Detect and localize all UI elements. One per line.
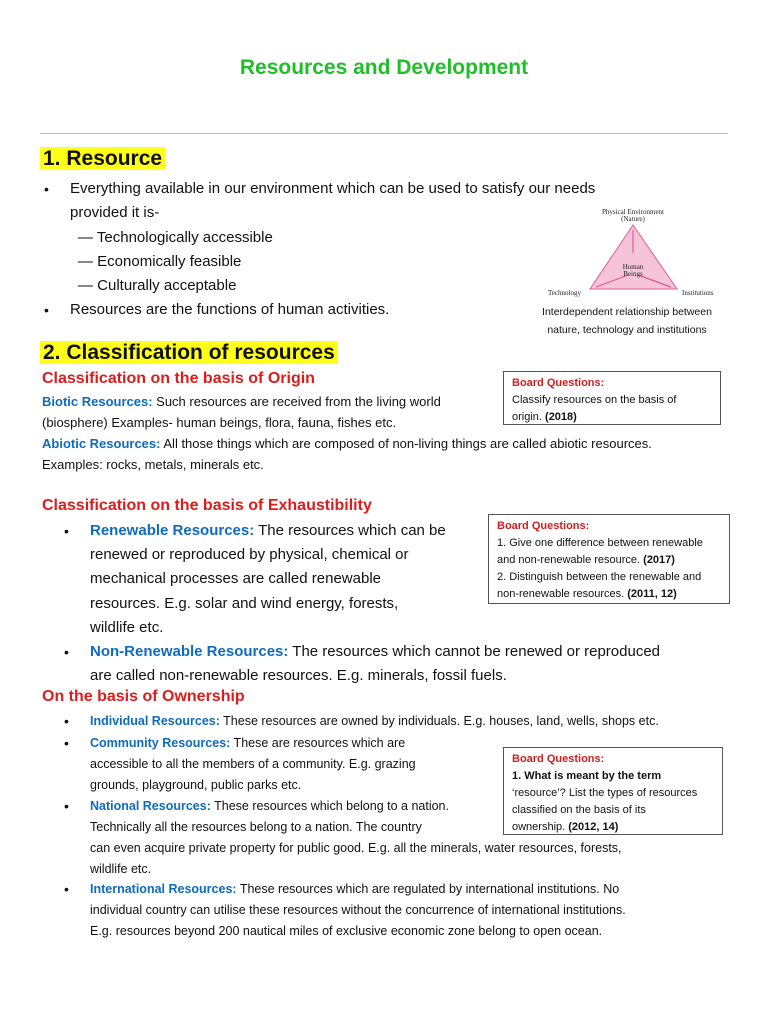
condition-technological: — Technologically accessible: [78, 229, 273, 246]
resource-definition-line2: provided it is-: [70, 204, 160, 221]
renewable-label: Renewable Resources:: [90, 522, 255, 539]
international-line2: individual country can utilise these resources without the concurrence of international institutions.: [90, 903, 626, 917]
diagram-right-label: Institutions: [682, 289, 714, 297]
bullet-renewable: •: [64, 523, 69, 539]
international-line1: International Resources: These resources which are regulated by international institutions. No: [90, 882, 620, 896]
bullet-functions: •: [44, 302, 49, 318]
nonrenewable-line1: Non-Renewable Resources: The resources which cannot be renewed or reproduced: [90, 643, 660, 660]
national-line4: wildlife etc.: [90, 862, 152, 876]
community-line3: grounds, playground, public parks etc.: [90, 778, 302, 792]
biotic-label: Biotic Resources:: [42, 394, 153, 409]
international-label: International Resources:: [90, 882, 237, 896]
renewable-line4: resources. E.g. solar and wind energy, forests,: [90, 595, 399, 612]
bullet-nonrenewable: •: [64, 644, 69, 660]
diagram-center-label-2: Beings: [623, 270, 643, 278]
resource-definition-line1: Everything available in our environment which can be used to satisfy our needs: [70, 180, 596, 197]
board-questions-label: Board Questions:: [512, 377, 605, 389]
condition-economic: — Economically feasible: [78, 253, 242, 270]
bullet-national: •: [64, 798, 69, 814]
nonrenewable-label: Non-Renewable Resources:: [90, 643, 289, 660]
section-resource-heading: 1. Resource: [40, 145, 165, 173]
international-line3: E.g. resources beyond 200 nautical miles of exclusive economic zone belong to open ocean.: [90, 924, 603, 938]
title-divider: [40, 133, 728, 134]
diagram-caption-line1: Interdependent relationship between: [542, 306, 712, 318]
diagram-caption-line2: nature, technology and institutions: [547, 324, 707, 336]
board-questions-ownership-box: Board Questions: 1. What is meant by the term ‘resource’? List the types of resources classified on the basis of its ownership. (2012, 14): [503, 747, 723, 835]
diagram-top-label-2: (Nature): [621, 215, 645, 223]
individual-line: Individual Resources: These resources are owned by individuals. E.g. houses, land, wells, shops etc.: [90, 714, 659, 728]
individual-label: Individual Resources:: [90, 714, 220, 728]
national-line2: Technically all the resources belong to a nation. The country: [90, 820, 422, 834]
board-questions-origin-box: Board Questions: Classify resources on the basis of origin. (2018): [503, 371, 721, 425]
abiotic-line1: Abiotic Resources: All those things which are composed of non-living things are called abiotic resources.: [42, 436, 652, 451]
renewable-line2: renewed or reproduced by physical, chemical or: [90, 546, 409, 563]
bullet-everything: [44, 177, 49, 202]
national-line1: National Resources: These resources which belong to a nation.: [90, 799, 449, 813]
bullet-dot: •: [44, 181, 49, 197]
page-title: Resources and Development: [239, 56, 529, 79]
bullet-individual: •: [64, 713, 69, 729]
board-questions-label: Board Questions:: [512, 753, 605, 765]
condition-cultural: — Culturally acceptable: [78, 277, 237, 294]
biotic-line2: (biosphere) Examples- human beings, flora, fauna, fishes etc.: [42, 415, 397, 430]
ownership-heading: On the basis of Ownership: [42, 688, 245, 705]
exhaustibility-heading: Classification on the basis of Exhaustibility: [42, 497, 372, 514]
resource-functions-text: Resources are the functions of human activities.: [70, 301, 390, 318]
bullet-community: •: [64, 735, 69, 751]
national-line3: can even acquire private property for public good. E.g. all the minerals, water resources, forests,: [90, 841, 622, 855]
interdependence-diagram: [540, 203, 730, 303]
abiotic-label: Abiotic Resources:: [42, 436, 161, 451]
section-classification-heading: 2. Classification of resources: [40, 339, 338, 367]
renewable-line3: mechanical processes are called renewable: [90, 570, 381, 587]
diagram-left-label: Technology: [548, 289, 581, 297]
renewable-line5: wildlife etc.: [90, 619, 164, 636]
renewable-line1: Renewable Resources: The resources which can be: [90, 522, 446, 539]
board-questions-label: Board Questions:: [497, 520, 590, 532]
community-line1: Community Resources: These are resources which are: [90, 736, 406, 750]
nonrenewable-line2: are called non-renewable resources. E.g. minerals, fossil fuels.: [90, 667, 507, 684]
community-label: Community Resources:: [90, 736, 231, 750]
abiotic-line2: Examples: rocks, metals, minerals etc.: [42, 457, 264, 472]
national-label: National Resources:: [90, 799, 211, 813]
board-questions-exhaustibility-box: Board Questions: 1. Give one difference between renewable and non-renewable resource. (2017) 2. Distinguish between the renewable and non-renewable resources. (2011, 12): [488, 514, 730, 604]
diagram-top-label-1: Physical Environment: [601, 208, 665, 216]
origin-heading: Classification on the basis of Origin: [42, 370, 315, 387]
bullet-international: •: [64, 881, 69, 897]
biotic-line1: Biotic Resources: Such resources are received from the living world: [42, 394, 441, 409]
diagram-center-label-1: Human: [622, 263, 644, 271]
community-line2: accessible to all the members of a community. E.g. grazing: [90, 757, 416, 771]
